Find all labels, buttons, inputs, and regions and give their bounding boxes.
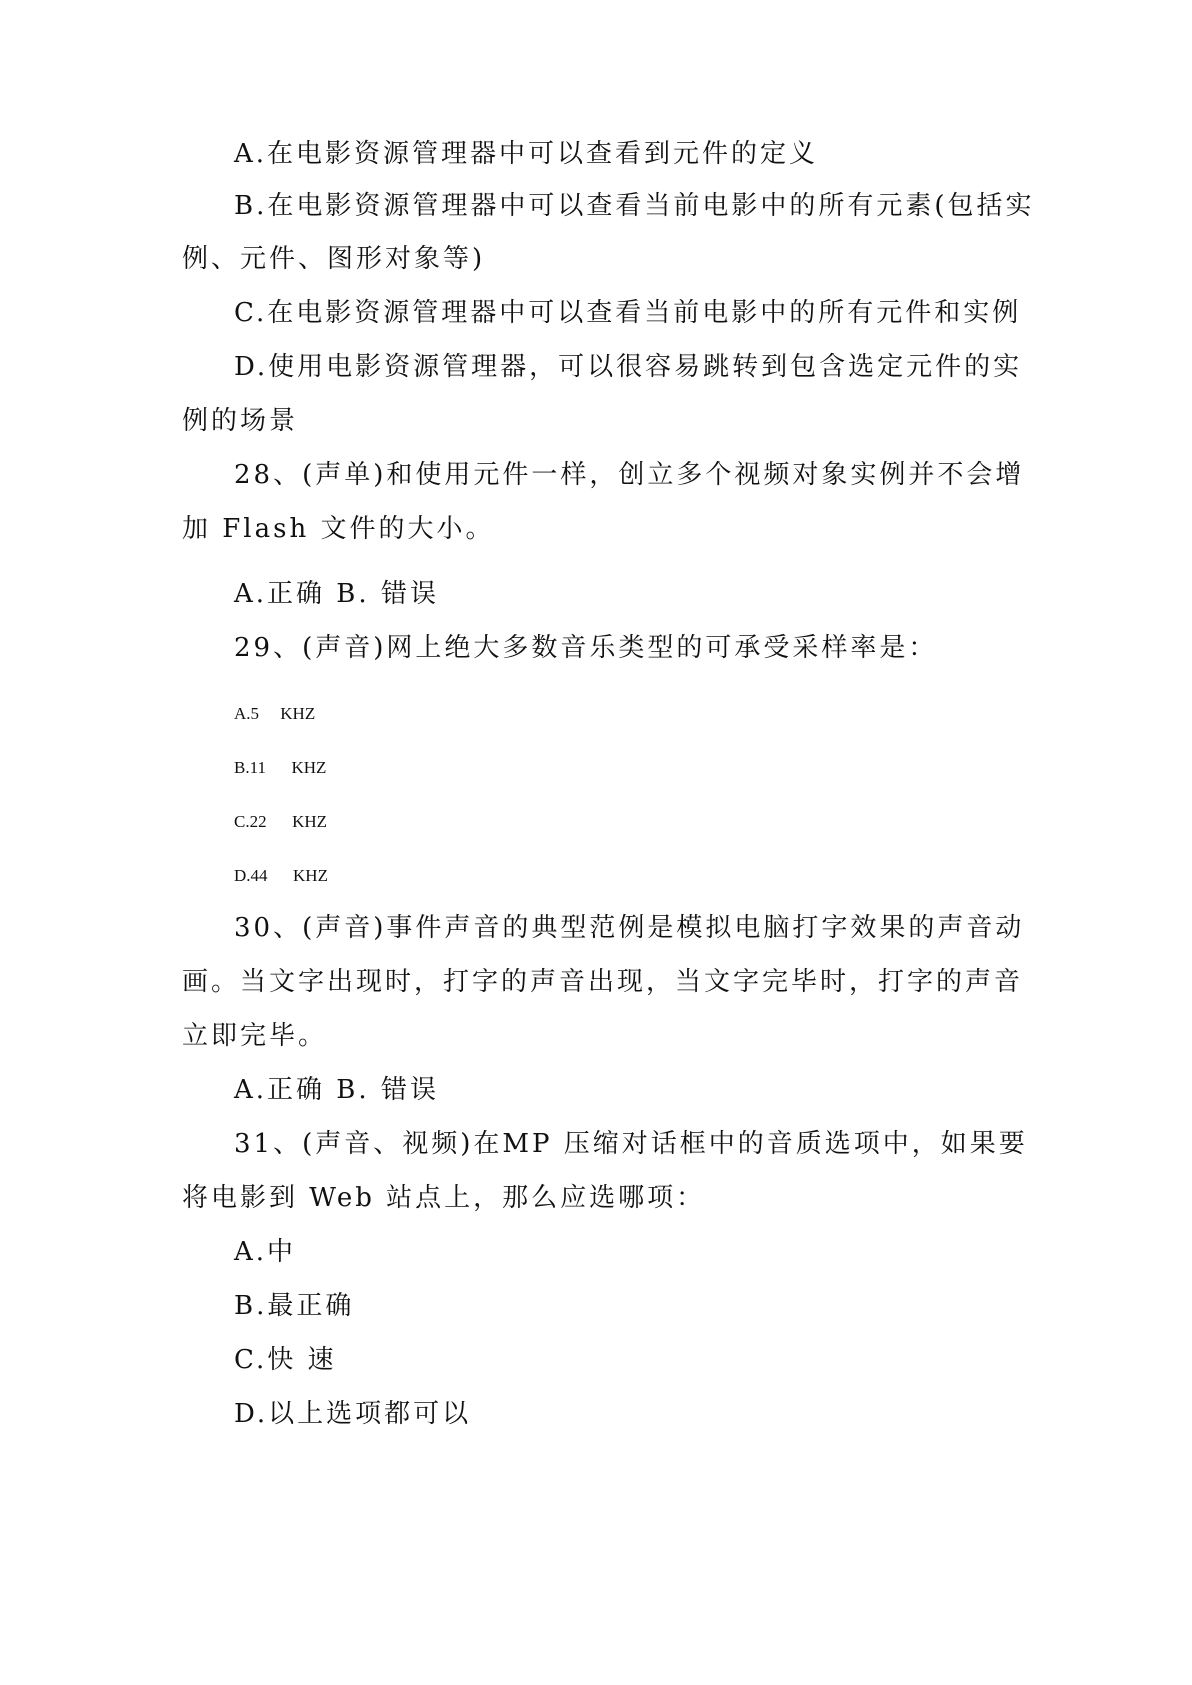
q31-option-d: D.以上选项都可以 [234, 1399, 472, 1429]
q30-text-line1: 30、(声音)事件声音的典型范例是模拟电脑打字效果的声音动 [234, 913, 1025, 943]
q29-option-d: D.44 KHZ [234, 866, 328, 885]
q27-option-a: A.在电影资源管理器中可以查看到元件的定义 [234, 139, 819, 169]
q30-text-line3: 立即完毕。 [182, 1021, 328, 1051]
q28-options: A.正确 B. 错误 [234, 579, 439, 609]
q31-text-line1: 31、(声音、视频)在MP 压缩对话框中的音质选项中，如果要 [234, 1129, 1028, 1159]
q31-option-c: C.快 速 [234, 1345, 337, 1375]
q30-text-line2: 画。当文字出现时，打字的声音出现，当文字完毕时，打字的声音 [182, 967, 1024, 997]
q31-option-b: B.最正确 [234, 1291, 355, 1321]
q31-option-a: A.中 [234, 1237, 297, 1267]
q29-option-a: A.5 KHZ [234, 704, 316, 723]
q27-option-d-line1: D.使用电影资源管理器，可以很容易跳转到包含选定元件的实 [234, 352, 1023, 382]
q29-option-c: C.22 KHZ [234, 812, 328, 831]
q28-text-line1: 28、(声单)和使用元件一样，创立多个视频对象实例并不会增 [234, 460, 1025, 490]
q27-option-c: C.在电影资源管理器中可以查看当前电影中的所有元件和实例 [234, 298, 1022, 328]
q29-text: 29、(声音)网上绝大多数音乐类型的可承受采样率是： [234, 633, 938, 663]
q27-option-b-line1: B.在电影资源管理器中可以查看当前电影中的所有元素(包括实 [234, 191, 1035, 221]
q29-option-b: B.11 KHZ [234, 758, 327, 777]
q27-option-b-line2: 例、元件、图形对象等) [182, 244, 486, 274]
q31-text-line2: 将电影到 Web 站点上，那么应选哪项： [182, 1183, 706, 1213]
q30-options: A.正确 B. 错误 [234, 1075, 439, 1105]
q28-text-line2: 加 Flash 文件的大小。 [182, 514, 495, 544]
q27-option-d-line2: 例的场景 [182, 406, 299, 436]
